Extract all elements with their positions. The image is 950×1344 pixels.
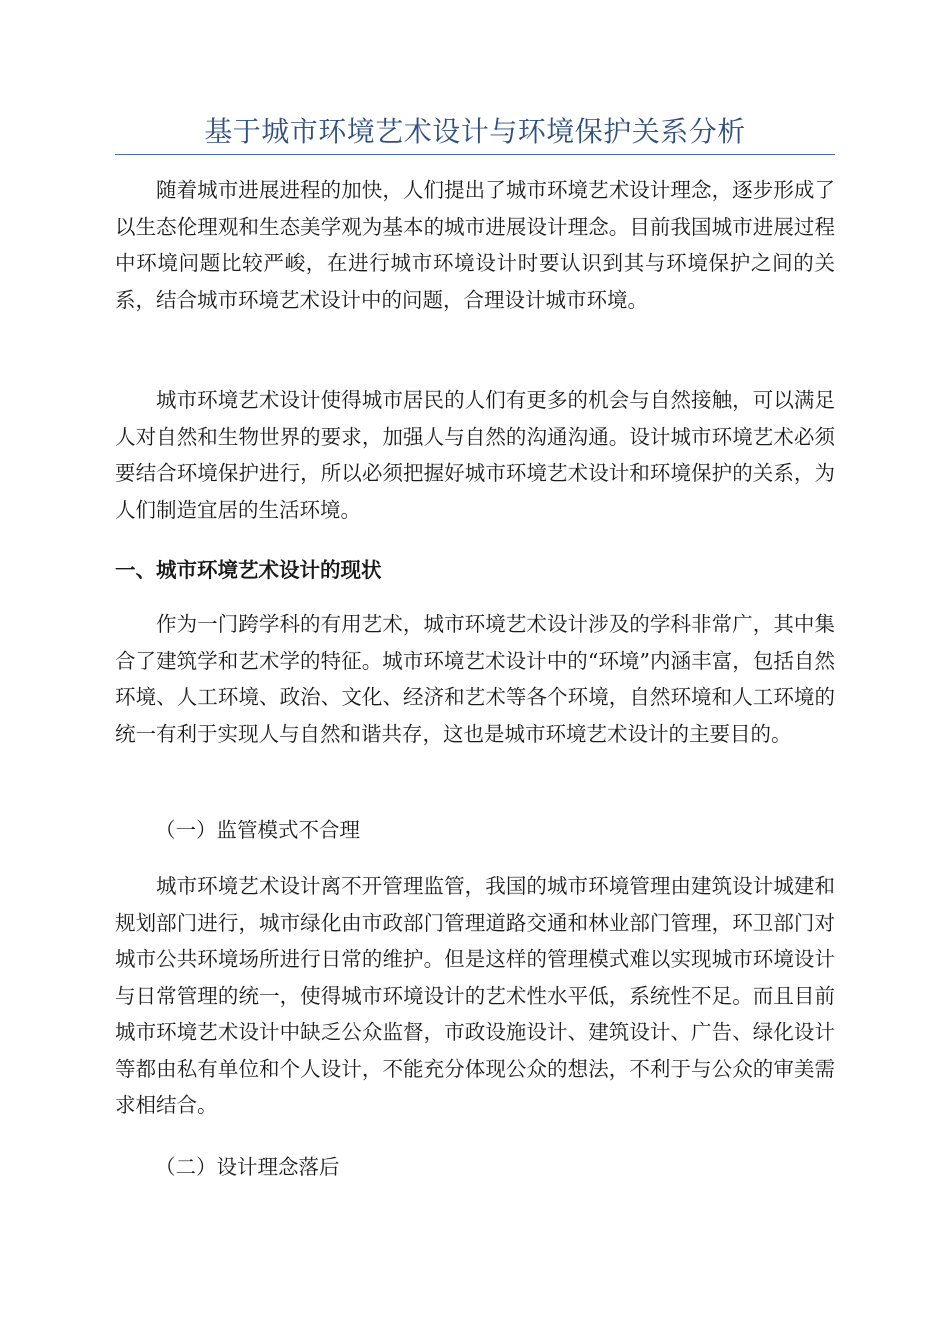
paragraph-intro-2: 城市环境艺术设计使得城市居民的人们有更多的机会与自然接触，可以满足人对自然和生物世界的要求，加强人与自然的沟通沟通。设计城市环境艺术必须要结合环境保护进行，所以必须把握好城市环境艺术设计和环境保护的关系，为人们制造宜居的生活环境。 <box>115 388 835 522</box>
section-heading-1: 一、城市环境艺术设计的现状 <box>115 558 382 582</box>
title-underline <box>115 154 835 155</box>
paragraph-section-1: 作为一门跨学科的有用艺术，城市环境艺术设计涉及的学科非常广，其中集合了建筑学和艺术学的特征。城市环境艺术设计中的“环境”内涵丰富，包括自然环境、人工环境、政治、文化、经济和艺术等各个环境，自然环境和人工环境的统一有利于实现人与自然和谐共存，这也是城市环境艺术设计的主要目的。 <box>115 612 835 746</box>
subsection-heading-1: （一）监管模式不合理 <box>155 818 360 842</box>
subsection-heading-2: （二）设计理念落后 <box>155 1155 340 1179</box>
document-title: 基于城市环境艺术设计与环境保护关系分析 <box>204 115 746 148</box>
paragraph-subsection-1: 城市环境艺术设计离不开管理监管，我国的城市环境管理由建筑设计城建和规划部门进行，城市绿化由市政部门管理道路交通和林业部门管理，环卫部门对城市公共环境场所进行日常的维护。但是这样的管理模式难以实现城市环境设计与日常管理的统一，使得城市环境设计的艺术性水平低，系统性不足。而且目前城市环境艺术设计中缺乏公众监督，市政设施设计、建筑设计、广告、绿化设计等都由私有单位和个人设计，不能充分体现公众的想法，不利于与公众的审美需求相结合。 <box>115 874 835 1117</box>
paragraph-intro-1: 随着城市进展进程的加快，人们提出了城市环境艺术设计理念，逐步形成了以生态伦理观和生态美学观为基本的城市进展设计理念。目前我国城市进展过程中环境问题比较严峻，在进行城市环境设计时要认识到其与环境保护之间的关系，结合城市环境艺术设计中的问题，合理设计城市环境。 <box>115 178 835 312</box>
